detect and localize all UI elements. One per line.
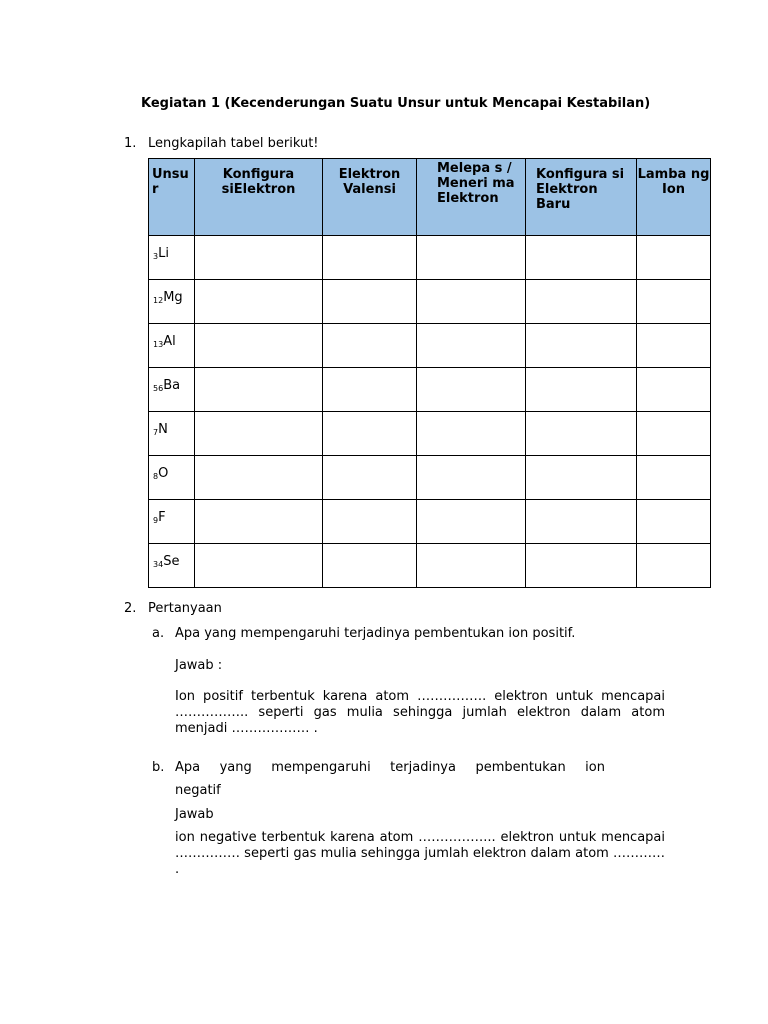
answer-cell[interactable] <box>195 368 323 412</box>
element-symbol: Se <box>163 554 180 569</box>
answer-cell[interactable] <box>526 324 637 368</box>
table-header-row <box>149 159 711 236</box>
question-a-answer-text: Ion positif terbentuk karena atom ……………. elektron untuk mencapai …………….. seperti gas mulia sehingga jumlah elektron dalam atom menjadi ……………… . <box>175 689 665 736</box>
element-symbol: Mg <box>163 290 183 305</box>
question-a-letter: a. <box>152 626 165 641</box>
table-row <box>149 500 711 544</box>
table-row <box>149 368 711 412</box>
element-symbol-cell <box>149 456 195 500</box>
answer-cell[interactable] <box>195 500 323 544</box>
answer-cell[interactable] <box>637 324 711 368</box>
answer-cell[interactable] <box>637 368 711 412</box>
table-row <box>149 412 711 456</box>
header-konfigurasi-baru: Konfigura si Elektron Baru <box>526 159 637 236</box>
answer-cell[interactable] <box>526 280 637 324</box>
answer-cell[interactable] <box>323 368 417 412</box>
answer-cell[interactable] <box>417 456 526 500</box>
element-symbol-cell <box>149 500 195 544</box>
item-1-number: 1. <box>124 136 137 151</box>
question-b-text-line1: Apa yang mempengaruhi terjadinya pembentukan ion <box>175 760 605 775</box>
answer-cell[interactable] <box>417 412 526 456</box>
atomic-number: 8 <box>153 472 159 481</box>
activity-title: Kegiatan 1 (Kecenderungan Suatu Unsur untuk Mencapai Kestabilan) <box>141 96 651 111</box>
element-symbol-cell <box>149 280 195 324</box>
header-konfigurasi-elektron: Konfigura siElektron <box>195 159 323 236</box>
answer-cell[interactable] <box>323 544 417 588</box>
answer-cell[interactable] <box>417 324 526 368</box>
question-b-letter: b. <box>152 760 165 775</box>
answer-cell[interactable] <box>195 280 323 324</box>
answer-cell[interactable] <box>195 456 323 500</box>
answer-cell[interactable] <box>526 456 637 500</box>
answer-cell[interactable] <box>323 324 417 368</box>
answer-cell[interactable] <box>637 280 711 324</box>
element-symbol: O <box>158 466 169 481</box>
answer-cell[interactable] <box>195 412 323 456</box>
answer-cell[interactable] <box>526 544 637 588</box>
answer-cell[interactable] <box>323 280 417 324</box>
atomic-number: 56 <box>153 384 164 393</box>
question-b-text-line2: negatif <box>175 783 221 798</box>
element-symbol-cell <box>149 412 195 456</box>
element-table <box>148 158 711 588</box>
element-symbol: F <box>158 510 166 525</box>
table-row <box>149 324 711 368</box>
atomic-number: 13 <box>153 340 164 349</box>
answer-cell[interactable] <box>417 280 526 324</box>
answer-cell[interactable] <box>637 500 711 544</box>
table-row <box>149 236 711 280</box>
table-row <box>149 544 711 588</box>
header-elektron-valensi: Elektron Valensi <box>323 159 417 236</box>
answer-cell[interactable] <box>417 544 526 588</box>
answer-cell[interactable] <box>526 500 637 544</box>
table-row <box>149 456 711 500</box>
element-symbol-cell <box>149 368 195 412</box>
element-symbol-cell <box>149 324 195 368</box>
question-a-jawab-label: Jawab : <box>175 658 223 673</box>
answer-cell[interactable] <box>323 456 417 500</box>
answer-cell[interactable] <box>417 500 526 544</box>
answer-cell[interactable] <box>195 544 323 588</box>
atomic-number: 12 <box>153 296 164 305</box>
answer-cell[interactable] <box>637 456 711 500</box>
header-unsur: Unsu r <box>149 159 195 236</box>
question-b-answer-text: ion negative terbentuk karena atom ……………... elektron untuk mencapai …………… seperti gas mulia sehingga jumlah elektron dalam atom ………… . <box>175 830 665 877</box>
answer-cell[interactable] <box>195 236 323 280</box>
answer-cell[interactable] <box>323 236 417 280</box>
answer-cell[interactable] <box>417 368 526 412</box>
atomic-number: 7 <box>153 428 159 437</box>
atomic-number: 34 <box>153 560 164 569</box>
answer-cell[interactable] <box>417 236 526 280</box>
element-symbol: Li <box>158 246 169 261</box>
atomic-number: 3 <box>153 252 159 261</box>
item-1-instruction: Lengkapilah tabel berikut! <box>148 136 319 151</box>
item-2-number: 2. <box>124 601 137 616</box>
header-melepas-menerima: Melepa s / Meneri ma Elektron <box>417 159 526 236</box>
item-2-heading: Pertanyaan <box>148 601 222 616</box>
answer-cell[interactable] <box>637 544 711 588</box>
answer-cell[interactable] <box>323 412 417 456</box>
question-b-jawab-label: Jawab <box>175 807 214 822</box>
answer-cell[interactable] <box>323 500 417 544</box>
element-symbol-cell <box>149 544 195 588</box>
element-symbol: Al <box>163 334 176 349</box>
answer-cell[interactable] <box>526 236 637 280</box>
atomic-number: 9 <box>153 516 159 525</box>
question-a-text: Apa yang mempengaruhi terjadinya pembentukan ion positif. <box>175 626 576 641</box>
answer-cell[interactable] <box>526 412 637 456</box>
element-symbol: Ba <box>163 378 181 393</box>
answer-cell[interactable] <box>637 236 711 280</box>
element-symbol: N <box>158 422 168 437</box>
answer-cell[interactable] <box>637 412 711 456</box>
header-lambang-ion: Lamba ng Ion <box>637 159 711 236</box>
element-symbol-cell <box>149 236 195 280</box>
answer-cell[interactable] <box>526 368 637 412</box>
table-row <box>149 280 711 324</box>
answer-cell[interactable] <box>195 324 323 368</box>
